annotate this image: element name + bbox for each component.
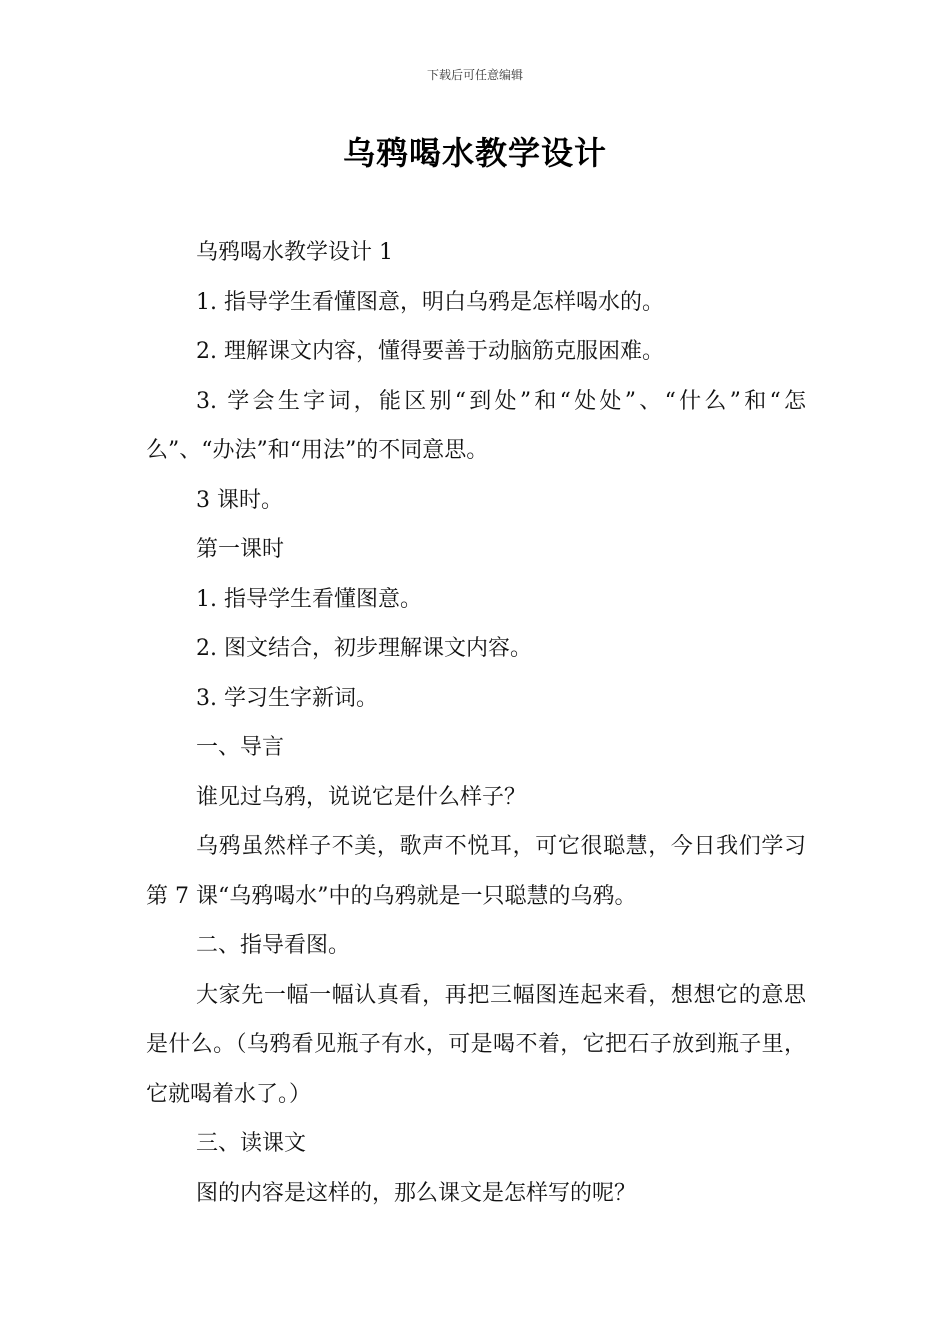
paragraph-lesson-goal-1: 1. 指导学生看懂图意。	[196, 586, 422, 612]
paragraph-crow-description: 乌鸦虽然样子不美，歌声不悦耳，可它很聪慧，今日我们学习第 7 课“乌鸦喝水”中的乌鸦就是一只聪慧的乌鸦。	[146, 834, 806, 909]
paragraph-first-lesson: 第一课时	[196, 537, 285, 562]
paragraph-question: 谁见过乌鸦，说说它是什么样子？	[196, 784, 527, 810]
document-title: 乌鸦喝水教学设计	[342, 134, 607, 172]
paragraph-reading-question: 图的内容是这样的，那么课文是怎样写的呢？	[196, 1180, 637, 1206]
document-body	[146, 228, 806, 1218]
paragraph-section-intro: 一、导言	[196, 735, 285, 760]
paragraph-goal-2: 2. 理解课文内容，懂得要善于动脑筋克服困难。	[196, 339, 664, 364]
paragraph-lesson-goal-3: 3. 学习生字新词。	[196, 685, 378, 711]
paragraph-hours: 3 课时。	[196, 487, 283, 513]
paragraph-heading: 乌鸦喝水教学设计 1	[196, 240, 393, 265]
paragraph-lesson-goal-2: 2. 图文结合，初步理解课文内容。	[196, 636, 532, 661]
header-note: 下载后可任意编辑	[426, 68, 523, 82]
paragraph-section-pictures: 二、指导看图。	[196, 933, 351, 958]
paragraph-picture-guide: 大家先一幅一幅认真看，再把三幅图连起来看，想想它的意思是什么。（乌鸦看见瓶子有水，可是喝不着，它把石子放到瓶子里，它就喝着水了。）	[146, 982, 806, 1107]
paragraph-goal-1: 1. 指导学生看懂图意，明白乌鸦是怎样喝水的。	[196, 289, 664, 315]
paragraph-section-reading: 三、读课文	[196, 1131, 307, 1156]
paragraph-goal-3: 3. 学会生字词，能区别“到处”和“处处”、“什么”和“怎么”、“办法”和“用法”的不同意思。	[146, 388, 806, 463]
